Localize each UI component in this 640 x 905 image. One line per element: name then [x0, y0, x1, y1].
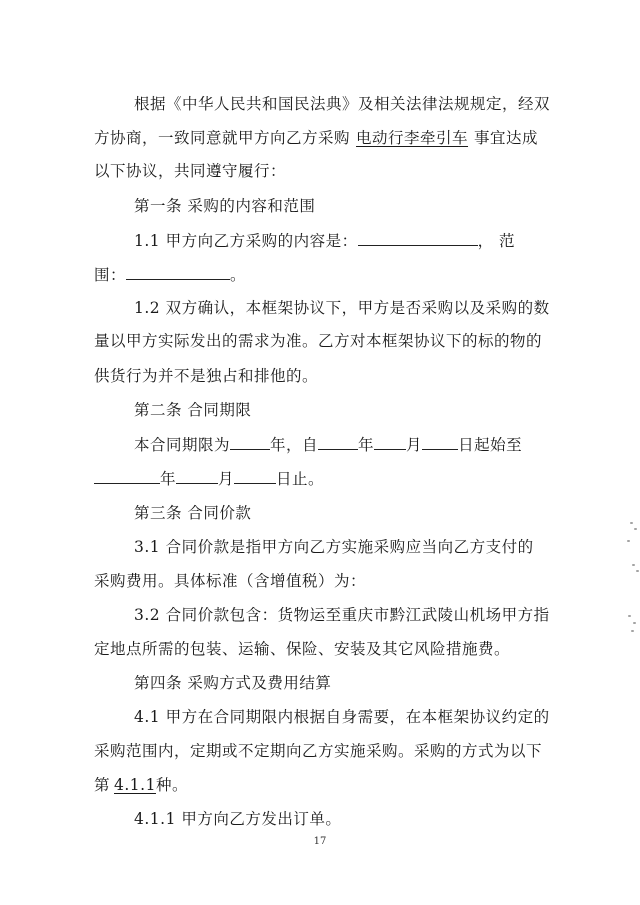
clause-3-1-line-1: 3.1 合同价款是指甲方向乙方实施采购应当向乙方支付的 — [134, 538, 534, 556]
clause-4-1-line-2: 采购范围内，定期或不定期向乙方实施采购。采购的方式为以下 — [94, 742, 543, 760]
clause-1-1-line-2: 围： 。 — [0, 263, 640, 286]
article-2-heading: 第二条 合同期限 — [134, 401, 252, 419]
scan-artifacts — [622, 520, 640, 640]
paragraph-intro-line-3: 以下协议，共同遵守履行： — [94, 162, 287, 180]
page-number: 17 — [313, 836, 327, 847]
clause-4-1-1: 4.1.1 甲方向乙方发出订单。 — [134, 810, 342, 828]
clause-3-1-line-2: 采购费用。具体标准（含增值税）为： — [94, 572, 367, 590]
term-line-1: 本合同期限为 年，自 年 月 日起始至 — [0, 433, 640, 456]
scope-blank — [126, 263, 230, 280]
paragraph-intro-line-2: 方协商，一致同意就甲方向乙方采购 电动行李牵引车 事宜达成 — [94, 129, 539, 147]
article-4-heading: 第四条 采购方式及费用结算 — [134, 674, 332, 692]
selected-method: 4.1.1 — [114, 776, 156, 794]
content-blank — [358, 229, 478, 246]
clause-1-2-line-1: 1.2 双方确认，本框架协议下，甲方是否采购以及采购的数 — [134, 299, 550, 317]
paragraph-intro-line-1: 根据《中华人民共和国民法典》及相关法律法规规定，经双 — [134, 95, 551, 113]
clause-3-2-line-1: 3.2 合同价款包含：货物运至重庆市黔江武陵山机场甲方指 — [134, 606, 550, 624]
article-3-heading: 第三条 合同价款 — [134, 504, 252, 522]
clause-1-2-line-2: 量以甲方实际发出的需求为准。乙方对本框架协议下的标的物的 — [94, 332, 543, 350]
clause-3-2-line-2: 定地点所需的包装、运输、保险、安装及其它风险措施费。 — [94, 640, 511, 658]
term-line-2: 年 月 日止。 — [0, 467, 640, 490]
clause-4-1-line-3: 第 4.1.1种。 — [94, 776, 188, 794]
article-1-heading: 第一条 采购的内容和范围 — [134, 197, 316, 215]
procurement-item: 电动行李牵引车 — [356, 129, 469, 147]
clause-1-1-line-1: 1.1 甲方向乙方采购的内容是： ， 范 — [0, 229, 640, 252]
clause-1-2-line-3: 供货行为并不是独占和排他的。 — [94, 367, 319, 385]
clause-4-1-line-1: 4.1 甲方在合同期限内根据自身需要，在本框架协议约定的 — [134, 708, 550, 726]
